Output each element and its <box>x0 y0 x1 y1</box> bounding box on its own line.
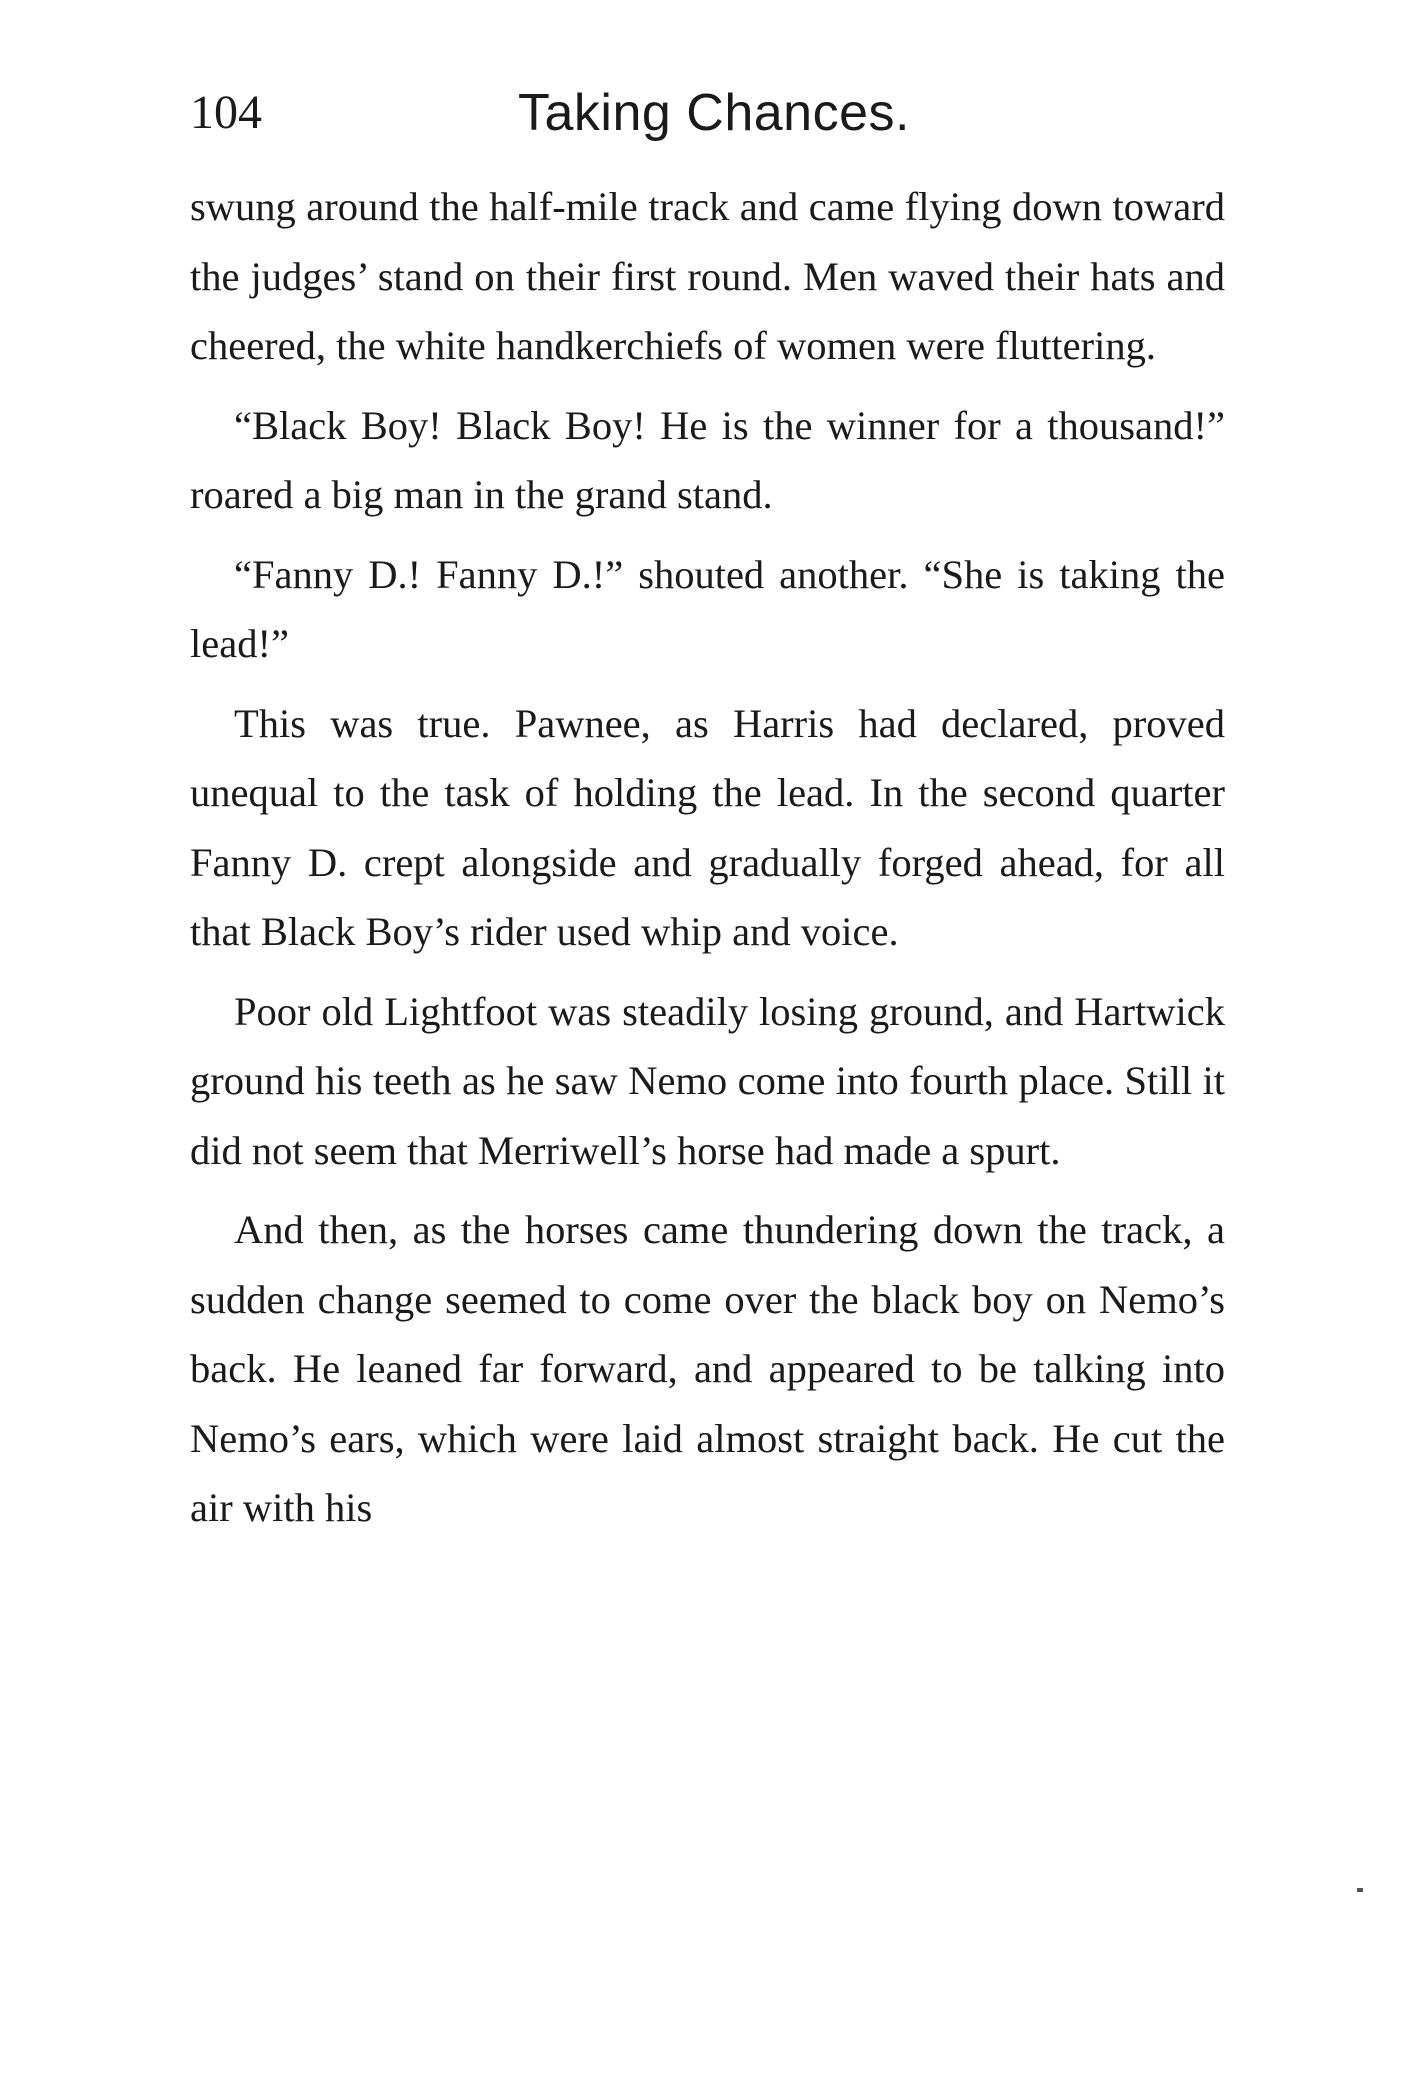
running-head <box>190 78 1220 148</box>
paragraph: And then, as the horses came thundering down the track, a sudden change seemed to come over the black boy on Nemo’s back. He leaned far forward, and appeared to be talking into Nemo’s ears, which were laid almost straight back. He cut the air with his <box>190 1207 1225 1530</box>
paragraph-continuation: swung around the half-mile track and came flying down toward the judges’ stand on their first round. Men waved their hats and cheered, the white handkerchiefs of women were fluttering. <box>190 184 1225 368</box>
paragraph: “Black Boy! Black Boy! He is the winner for a thousand!” roared a big man in the grand stand. <box>190 402 1225 517</box>
page-number: 104 <box>190 86 262 139</box>
scan-speck <box>1357 1888 1363 1892</box>
body-text <box>190 172 1225 1553</box>
paragraph: Poor old Lightfoot was steadily losing ground, and Hartwick ground his teeth as he saw Nemo come into fourth place. Still it did not seem that Merriwell’s horse had made a spurt. <box>190 988 1225 1173</box>
paragraph: “Fanny D.! Fanny D.!” shouted another. “She is taking the lead!” <box>190 551 1225 666</box>
running-title: Taking Chances. <box>518 84 910 142</box>
paragraph: This was true. Pawnee, as Harris had declared, proved unequal to the task of holding the lead. In the second quarter Fanny D. crept alongside and gradually forged ahead, for all that Black Boy’s rider used whip and voice. <box>190 700 1225 954</box>
